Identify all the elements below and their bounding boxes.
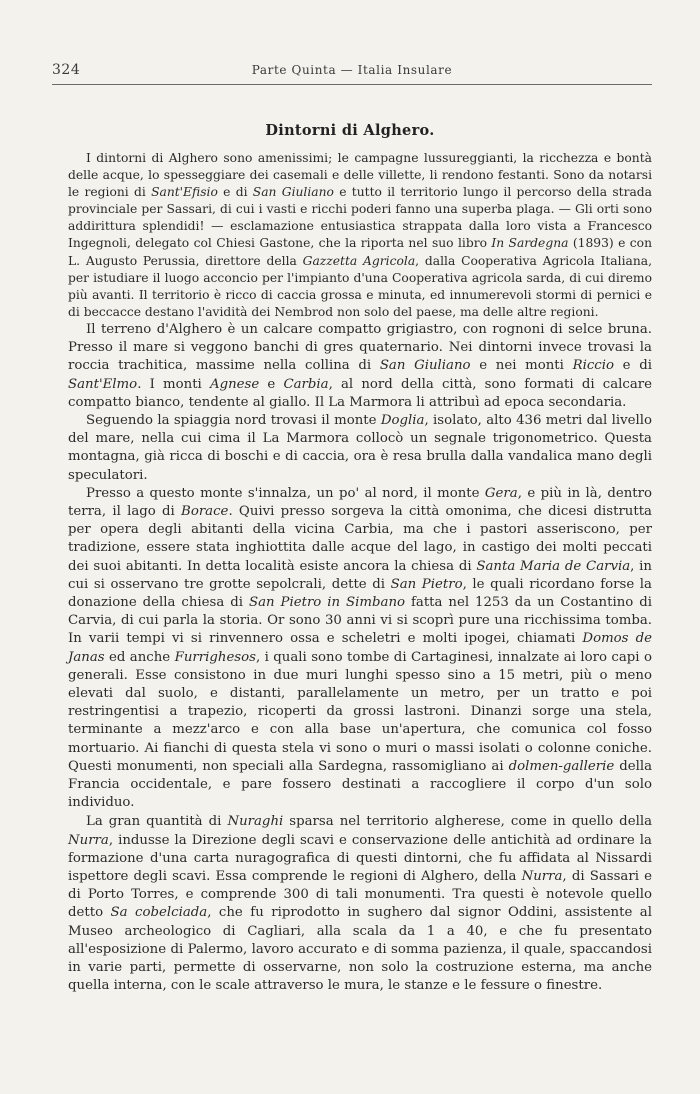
body-text	[68, 150, 652, 995]
paragraph-4	[68, 485, 652, 813]
text-run: , di Sassari e di Porto Torres, e comprende 300 di tali monumenti. Tra questi è notevole quello detto	[68, 869, 653, 921]
text-run: e di	[614, 358, 652, 374]
italic-run: Sant'Elmo	[68, 376, 138, 392]
text-run: e di	[217, 185, 253, 200]
text-run: . I monti	[137, 376, 210, 392]
paragraph-2	[68, 321, 652, 412]
italic-run: Carbia	[283, 376, 329, 392]
paragraph-5	[68, 813, 652, 995]
text-run: e	[259, 376, 284, 392]
text-run: , i quali sono tombe di Cartaginesi, innalzate ai loro capi o generali. Esse consistono in due muri lunghi spesso sino a 15 metri, più o meno elevati dal suolo, e distanti, parallelamente un metro, per un tratto e poi restringentisi a trapezio, ricoperti da grossi lastroni. Dinanzi sorge una stela, terminante a mezz'arco e con alla base un'apertura, che comunica col fosso mortuario. Ai fianchi di questa stela vi sono o muri o massi isolati o colonne coniche. Questi monumenti, non speciali alla Sardegna, rassomigliano ai	[68, 649, 652, 774]
text-run: . Quivi presso sorgeva la città omonima, che dicesi distrutta per opera degli abitanti della vicina Carbia, ma che i pastori asseriscono, per tradizione, essere stata inghiottita dalle acque del lago, in castigo dei molti peccati dei suoi abitanti. In detta località esiste ancora la chiesa di	[68, 503, 652, 574]
italic-run: San Giuliano	[252, 185, 334, 200]
italic-run: dolmen-gallerie	[508, 758, 615, 774]
paragraph-3	[68, 412, 652, 485]
text-run: I dintorni di Alghero sono amenissimi; le campagne lussureggianti, la ricchezza e bontà delle acque, lo spesseggiare dei casemali e delle villette, li rendono festanti. Sono da notarsi le regioni di	[68, 151, 652, 200]
text-run: , dalla Cooperativa Agricola Italiana, per istudiare il luogo acconcio per l'impianto d'una Cooperativa agricola sarda, di cui diremo più avanti. Il territorio è ricco di caccia grossa e minuta, ed innumerevoli stormi di pernici e di beccacce destano l'avidità dei Nembrod non solo del paese, ma delle altre regioni.	[68, 253, 652, 319]
text-run: , isolato, alto 436 metri dal livello del mare, nella cui cima il La Marmora collocò un segnale trigonometrico. Questa montagna, già ricca di boschi e di caccia, ora è resa brulla dalla vandalica mano degli speculatori.	[68, 412, 652, 483]
text-run: sparsa nel territorio algherese, come in quello della	[283, 814, 652, 830]
italic-run: Sa cobelciada	[110, 905, 208, 921]
text-run: , che fu riprodotto in sughero dal signor Oddini, assistente al Museo archeologico di Cagliari, alla scala da 1 a 40, e che fu presentato all'esposizione di Palermo, lavoro accurato e di somma pazienza, il quale, spaccandosi in varie parti, permette di osservarne, non solo la costruzione esterna, ma anche quella interna, con le scale attraverso le mura, le stanze e le fessure o finestre.	[68, 905, 652, 994]
italic-run: Domos de Janas	[68, 631, 653, 665]
paragraph-1	[68, 150, 652, 321]
italic-run: Gera	[484, 485, 518, 501]
italic-run: San Pietro	[390, 576, 463, 592]
text-run: Presso a questo monte s'innalza, un po' al nord, il monte	[86, 485, 485, 501]
text-run: fatta nel 1253 da un Costantino di Carvia, di cui parla la storia. Or sono 30 anni vi si scoprì pure una ricchissima tomba. In varii tempi vi si rinvennero ossa e scheletri e molti ipogei, chiamati	[68, 594, 652, 647]
text-run: e nei monti	[470, 358, 573, 374]
running-title: Parte Quinta — Italia Insulare	[251, 63, 453, 77]
text-run: Seguendo la spiaggia nord trovasi il monte	[86, 412, 381, 428]
italic-run: Doglia	[380, 412, 425, 428]
text-run: , le quali ricordano forse la donazione della chiesa di	[68, 576, 652, 610]
text-run: Il terreno d'Alghero è un calcare compatto grigiastro, con rognoni di selce bruna. Presso il mare si veggono banchi di gres quaternario. Nei dintorni invece trovasi la roccia trachitica, massime nella collina di	[68, 321, 652, 374]
italic-run: Nuraghi	[227, 814, 284, 830]
italic-run: In Sardegna	[491, 236, 569, 251]
italic-run: Agnese	[209, 376, 260, 392]
text-run: ed anche	[104, 649, 175, 665]
italic-run: Nurra	[521, 869, 563, 885]
section-title: Dintorni di Alghero.	[265, 122, 435, 139]
text-run: e tutto il territorio lungo il percorso della strada provinciale per Sassari, di cui i vasti e ricchi poderi fanno una superba plaga. — Gli orti sono addirittura splendidi! — esclamazione entusiastica strappata dalla loro vista a Francesco Ingegnoli, delegato col Chiesi Gastone, che la riporta nel suo libro	[68, 185, 653, 251]
text-run: , e più in là, dentro terra, il lago di	[68, 485, 652, 519]
italic-run: San Pietro in Simbano	[248, 594, 406, 610]
italic-run: Nurra	[68, 832, 109, 848]
italic-run: Borace	[181, 503, 229, 519]
text-run: , al nord della città, sono formati di calcare compatto bianco, tendente al giallo. Il La Marmora li attribuì ad epoca secondaria.	[68, 376, 652, 410]
text-run: , indusse la Direzione degli scavi e conservazione delle antichità ad ordinare la formazione d'una carta nuragografica di questi dintorni, che fu affidata al Nissardi ispettore degli scavi. Essa comprende le regioni di Alghero, della	[68, 832, 652, 885]
italic-run: San Giuliano	[379, 358, 471, 374]
page-number: 324	[52, 62, 81, 78]
italic-run: Furrighesos	[174, 649, 256, 665]
italic-run: Riccio	[572, 358, 614, 374]
text-run: , in cui si osservano tre grotte sepolcrali, dette di	[68, 558, 652, 592]
text-run: La gran quantità di	[86, 814, 228, 830]
page-header	[52, 62, 652, 85]
italic-run: Santa Maria de Carvia	[476, 558, 631, 574]
italic-run: Gazzetta Agricola	[302, 253, 416, 268]
text-run: della Francia occidentale, e pare fossero destinati a raccogliere il corpo d'un solo individuo.	[68, 758, 653, 811]
text-run: (1893) e con L. Augusto Perussia, direttore della	[68, 236, 652, 268]
italic-run: Sant'Efisio	[151, 185, 218, 200]
